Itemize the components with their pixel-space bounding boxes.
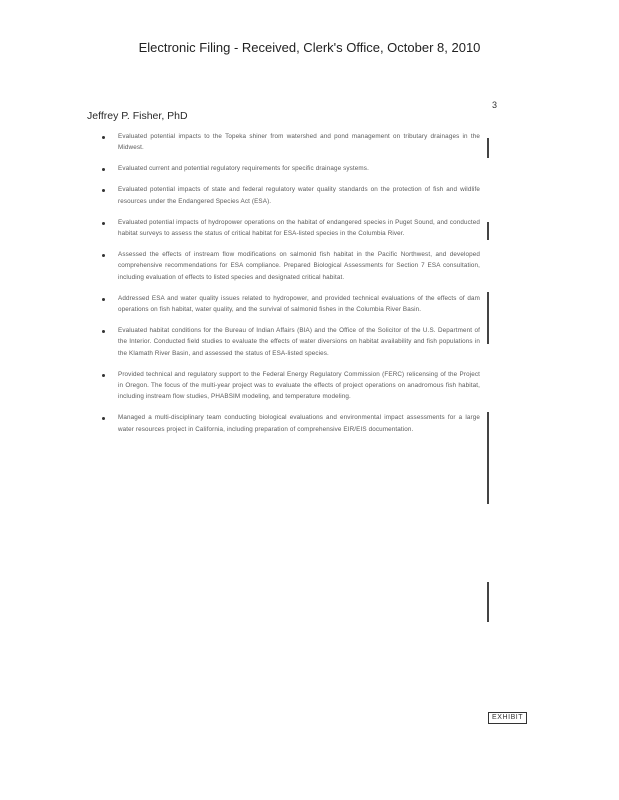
experience-item: Evaluated current and potential regulatory requirements for specific drainage systems. — [118, 163, 480, 174]
experience-item: Addressed ESA and water quality issues related to hydropower, and provided technical evaluations of the effects of dam operations on fish habitat, water quality, and the survival of salmonid fishes in the Columbia River Basin. — [118, 293, 480, 316]
author-name: Jeffrey P. Fisher, PhD — [87, 110, 188, 122]
margin-bar — [487, 138, 489, 158]
page-number: 3 — [492, 100, 498, 110]
filing-header: Electronic Filing - Received, Clerk's Office, October 8, 2010 — [138, 40, 481, 55]
exhibit-stamp: EXHIBIT — [488, 712, 527, 724]
experience-item: Assessed the effects of instream flow modifications on salmonid fish habitat in the Pacific Northwest, and developed comprehensive recommendations for ESA compliance. Prepared Biological Assessments for Section 7 ESA consultation, including evaluation of effects to listed species and designated critical habitat. — [118, 249, 480, 283]
experience-item: Evaluated potential impacts of state and federal regulatory water quality standards on the protection of fish and wildlife resources under the Endangered Species Act (ESA). — [118, 184, 480, 207]
margin-bar — [487, 222, 489, 240]
experience-item: Evaluated habitat conditions for the Bureau of Indian Affairs (BIA) and the Office of the Solicitor of the U.S. Department of the Interior. Conducted field studies to evaluate the effects of water diversions on habitat availability and fish populations in the Klamath River Basin, and assessed the status of ESA-listed species. — [118, 325, 480, 359]
experience-list — [118, 131, 480, 445]
experience-item: Evaluated potential impacts of hydropower operations on the habitat of endangered species in Puget Sound, and conducted habitat surveys to assess the status of critical habitat for ESA-listed species in the Columbia River. — [118, 217, 480, 240]
experience-item: Evaluated potential impacts to the Topeka shiner from watershed and pond management on tributary drainages in the Midwest. — [118, 131, 480, 154]
margin-bar — [487, 582, 489, 622]
margin-bar — [487, 292, 489, 344]
experience-item: Managed a multi-disciplinary team conducting biological evaluations and environmental impact assessments for a large water resources project in California, including preparation of comprehensive EIR/EIS documentation. — [118, 412, 480, 435]
experience-item: Provided technical and regulatory support to the Federal Energy Regulatory Commission (FERC) relicensing of the Project in Oregon. The focus of the multi-year project was to evaluate the effects of project operations on anadromous fish habitat, including instream flow studies, PHABSIM modeling, and temperature modeling. — [118, 369, 480, 403]
margin-bar — [487, 412, 489, 504]
